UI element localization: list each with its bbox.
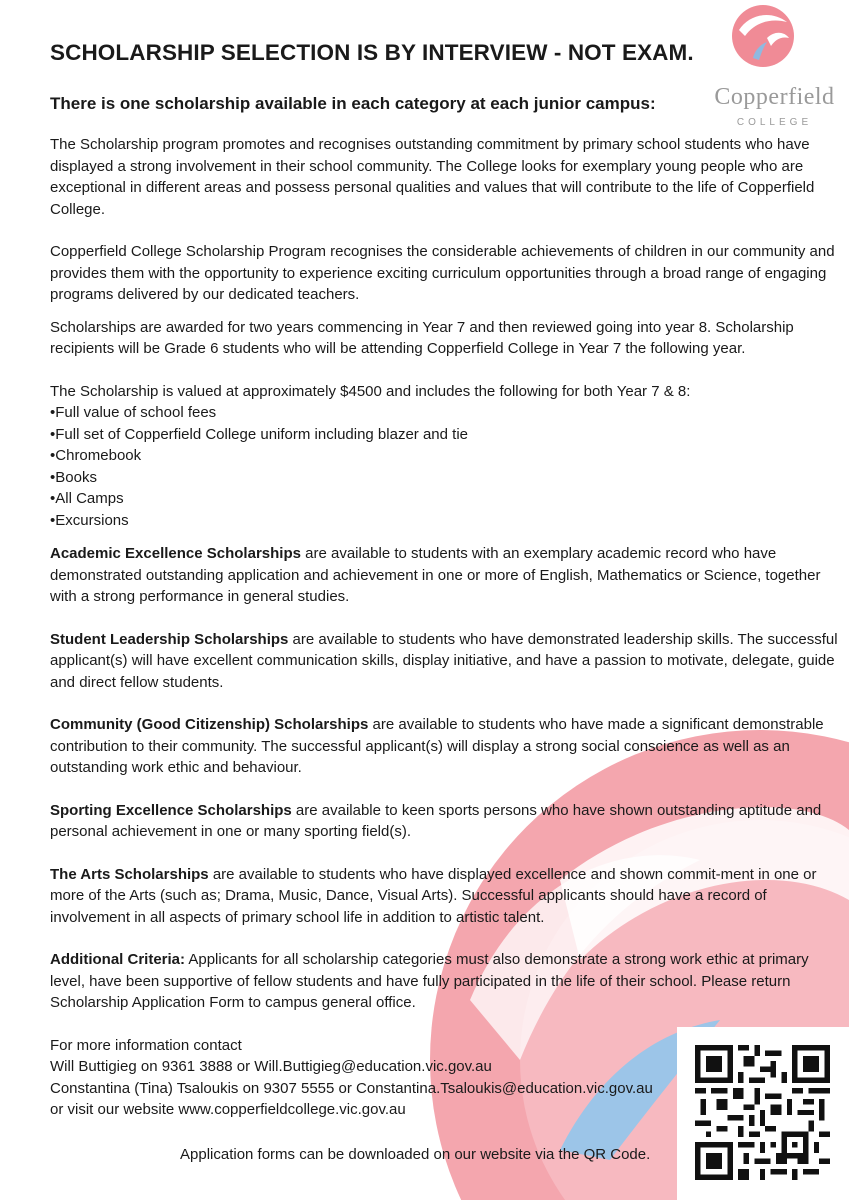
- category-academic: [50, 543, 840, 608]
- list-item: • Full set of Copperfield College uniform including blazer and tie: [50, 424, 840, 446]
- list-item: • Excursions: [50, 510, 840, 532]
- category-title: The Arts Scholarships: [50, 865, 209, 883]
- duration-paragraph: Scholarships are awarded for two years commencing in Year 7 and then reviewed going into year 8. Scholarship recipients will be Grade 6 students who will be attending Copperfield College in Year 7 the following year.: [50, 318, 794, 357]
- category-text: are available to students who have demonstrated leadership skills. The successful applicant(s) will have excellent communication skills, display initiative, and have a passion to motivate, delegate, guide and direct fellow students.: [50, 630, 838, 691]
- qr-code-icon: [695, 1045, 830, 1180]
- category-community: [50, 714, 840, 779]
- value-paragraph: The Scholarship is valued at approximately $4500 and includes the following for both Year 7 & 8:: [50, 382, 691, 400]
- intro-paragraph: The Scholarship program promotes and recognises outstanding commitment by primary school students who have displayed a strong involvement in their school community. The College looks for exemplary young people who are exceptional in different areas and possess personal qualities and values that will contribute to the life of Copperfield College.: [50, 136, 815, 218]
- main-content: [50, 40, 840, 1121]
- category-arts: [50, 864, 840, 929]
- qr-code[interactable]: [677, 1027, 849, 1200]
- list-item: • Books: [50, 467, 840, 489]
- category-text: are available to students with an exemplary academic record who have demonstrated outstanding application and achievement in one or more of English, Mathematics or Science, together with a strong performance in general studies.: [50, 545, 821, 605]
- contact-line: Constantina (Tina) Tsaloukis on 9307 5555 or Constantina.Tsaloukis@education.vic.gov.au: [50, 1079, 653, 1097]
- list-item: • Full value of school fees: [50, 402, 840, 424]
- category-text: are available to students who have made a significant demonstrable contribution to their community. The successful applicant(s) will display a strong social conscience as well as an outstanding work ethic and behaviour.: [50, 716, 824, 776]
- category-sporting: [50, 800, 840, 843]
- category-title: Community (Good Citizenship) Scholarships: [50, 716, 369, 733]
- download-note: Application forms can be downloaded on our website via the QR Code.: [180, 1146, 651, 1163]
- list-item: • All Camps: [50, 488, 840, 510]
- contact-line: Will Buttigieg on 9361 3888 or Will.Buttigieg@education.vic.gov.au: [50, 1058, 492, 1075]
- contact-intro: For more information contact: [50, 1036, 242, 1054]
- contact-line: or visit our website www.copperfieldcollege.vic.gov.au: [50, 1101, 406, 1118]
- additional-criteria: [50, 949, 840, 1014]
- logo-name: Copperfield: [714, 84, 835, 110]
- category-title: Student Leadership Scholarships: [50, 630, 289, 648]
- list-item: • Chromebook: [50, 445, 840, 467]
- program-paragraph: Copperfield College Scholarship Program recognises the considerable achievements of children in our community and provides them with the opportunity to experience exciting curriculum opportunities through a broad range of engaging programs delivered by our dedicated teachers.: [50, 243, 835, 303]
- logo-subtitle: COLLEGE: [736, 117, 813, 128]
- category-leadership: [50, 629, 840, 694]
- category-text: Applicants for all scholarship categories must also demonstrate a strong work ethic at primary level, have been supportive of fellow students and have fully participated in the life of their school. Please return Scholarship Application Form to campus general office.: [50, 951, 809, 1011]
- category-title: Additional Criteria:: [50, 951, 186, 968]
- page-subheading: There is one scholarship available in each category at each junior campus:: [50, 94, 656, 113]
- page-headline: SCHOLARSHIP SELECTION IS BY INTERVIEW - NOT EXAM.: [50, 40, 694, 65]
- category-text: are available to students who have displayed excellence and shown commit-ment in one or more of the Arts (such as; Drama, Music, Dance, Visual Arts). Successful applicants should have a record of involvement in all aspects of primary school life in addition to artistic talent.: [50, 865, 817, 926]
- inclusions-list: [50, 402, 840, 531]
- category-text: are available to keen sports persons who have shown outstanding aptitude and personal achievement in one or many sporting field(s).: [50, 801, 822, 840]
- scholarship-categories: [50, 543, 840, 1014]
- category-title: Academic Excellence Scholarships: [50, 545, 301, 562]
- category-title: Sporting Excellence Scholarships: [50, 801, 292, 819]
